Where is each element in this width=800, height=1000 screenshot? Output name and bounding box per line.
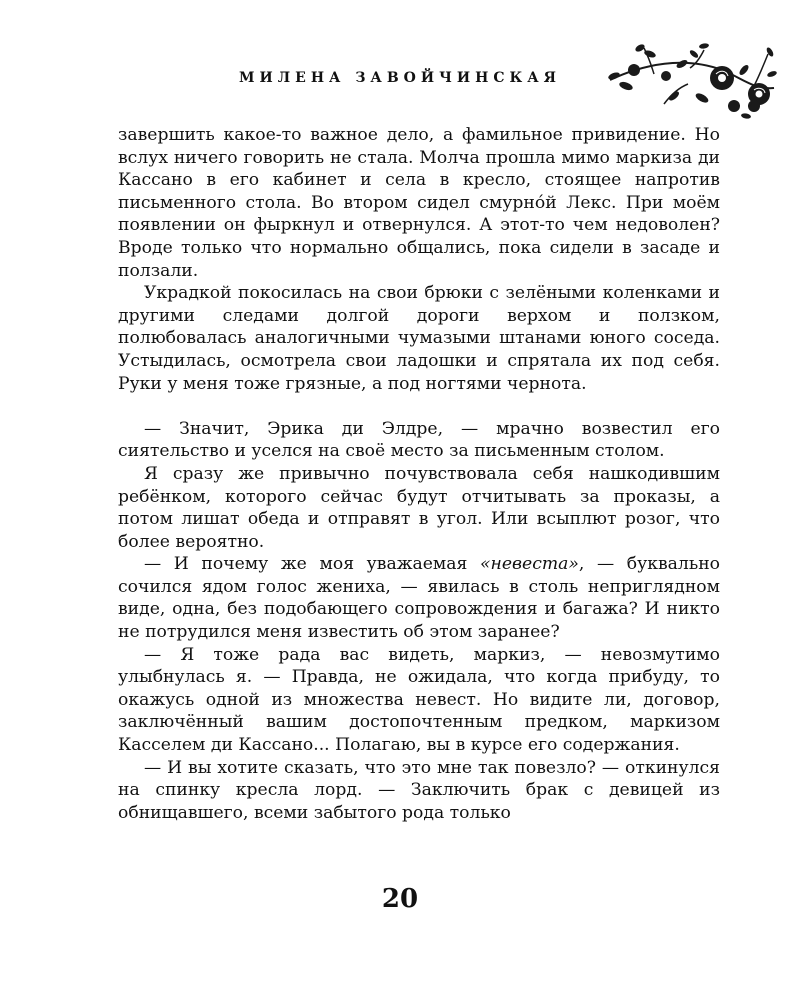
paragraph-6: — Я тоже рада вас видеть, маркиз, — невозмутимо улыбнулась я. — Правда, не ожидала, что когда прибуду, то окажусь одной из множества невест. Но видите ли, договор, заключённый вашим достопочтенным предком, маркизом Касселем ди Кассано... Полагаю, вы в курсе его содержания. (118, 644, 720, 756)
running-header: МИЛЕНА ЗАВОЙЧИНСКАЯ (239, 70, 561, 86)
paragraph-5-start: — И почему же моя уважаемая (144, 554, 481, 575)
paragraph-5 (118, 553, 720, 643)
paragraph-2: Украдкой покосилась на свои брюки с зелёными коленками и другими следами долгой дороги верхом и ползком, полюбовалась аналогичными чумазыми штанами юного соседа. Устыдилась, осмотрела свои ладошки и спрятала их под себя. Руки у меня тоже грязные, а под ногтями чернота. (118, 283, 720, 394)
paragraph-3: — Значит, Эрика ди Элдре, — мрачно возвестил его сиятельство и уселся на своё место за письменным столом. (118, 418, 720, 462)
floral-vine-icon (604, 30, 780, 122)
paragraph-7: — И вы хотите сказать, что это мне так повезло? — откинулся на спинку кресла лорд. — Заключить брак с девицей из обнищавшего, всеми забытого рода только (118, 757, 720, 823)
paragraph-4: Я сразу же привычно почувствовала себя нашкодившим ребёнком, которого сейчас будут отчитывать за проказы, а потом лишат обеда и отправят в угол. Или всыплют розог, что более вероятно. (118, 463, 720, 552)
emphasis-bride: «невеста» (480, 554, 579, 575)
paragraph-1: завершить какое-то важное дело, а фамильное привидение. Но вслух ничего говорить не стала. Молча прошла мимо маркиза ди Кассано в его кабинет и села в кресло, стоящее напротив письменного стола. Во втором сидел смурно́й Лекс. При моём появлении он фыркнул и отвернулся. А этот-то чем недоволен? Вроде только что нормально общались, пока сидели в засаде и ползали. (118, 125, 720, 281)
body-text (118, 124, 720, 824)
page-number: 20 (381, 884, 419, 914)
paragraph-5-end: , — буквально сочился ядом голос жениха, — явилась в столь неприглядном виде, одна, без подобающего сопровождения и багажа? И никто не потрудился меня известить об этом заранее? (118, 554, 720, 643)
